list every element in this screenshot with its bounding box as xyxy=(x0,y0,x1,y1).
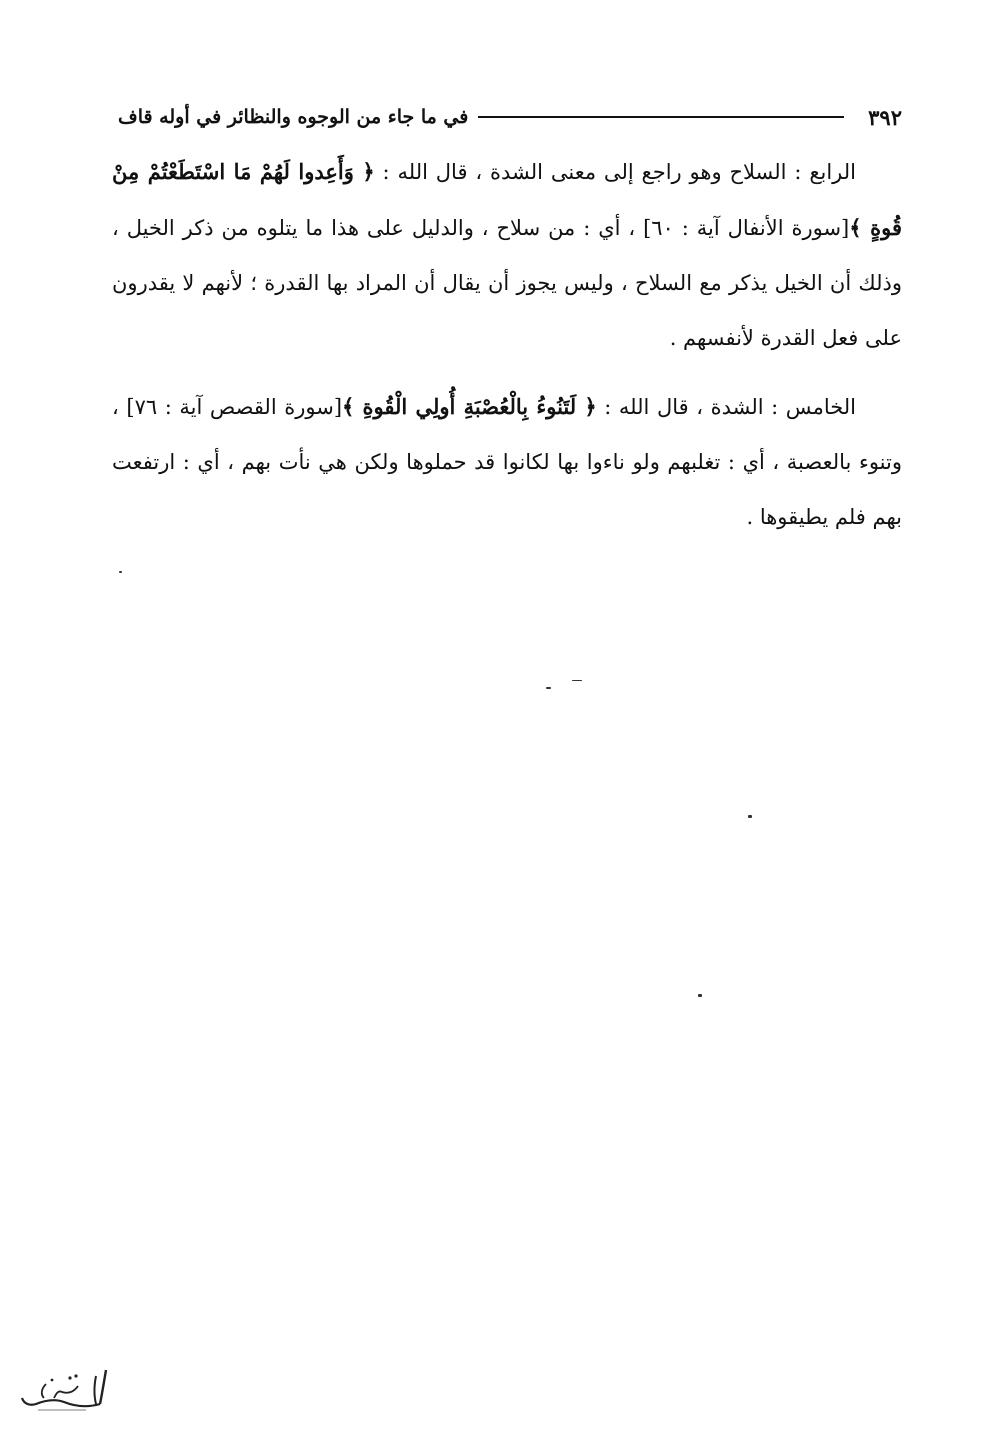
paragraph-intro: الخامس : الشدة ، قال الله : xyxy=(596,395,857,419)
paragraph-fourth-meaning xyxy=(112,144,902,366)
calligraphy-stamp-icon xyxy=(16,1364,112,1414)
library-stamp-logo xyxy=(16,1364,112,1414)
quran-quote: ﴿ لَتَنُوءُ بِالْعُصْبَةِ أُولِي الْقُوةِ ﴾ xyxy=(342,394,597,419)
running-header xyxy=(118,100,902,134)
paragraph-fifth-meaning xyxy=(112,379,902,545)
running-title: في ما جاء من الوجوه والنظائر في أوله قاف xyxy=(118,106,469,128)
paragraph-rest: [سورة القصص آية : ٧٦] ، وتنوء بالعصبة ، أي : تغلبهم ولو ناءوا بها لكانوا قد حملوها ولكن هي نأت بهم ، أي : ارتفعت بهم فلم يطيقوها . xyxy=(112,395,902,529)
scan-speck xyxy=(546,687,551,689)
body-text xyxy=(112,144,902,558)
paragraph-intro: الرابع : السلاح وهو راجع إلى معنى الشدة ، قال الله : xyxy=(374,160,856,184)
scan-speck xyxy=(572,680,582,681)
scan-speck xyxy=(119,571,122,573)
paragraph-rest: [سورة الأنفال آية : ٦٠] ، أي : من سلاح ، والدليل على هذا ما يتلوه من ذكر الخيل ، وذلك أن الخيل يذكر مع السلاح ، وليس يجوز أن يقال أن المراد بها القدرة ؛ لأنهم لا يقدرون على فعل القدرة لأنفسهم . xyxy=(112,216,902,350)
quran-quote: ﴿ وَأَعِدوا لَهُمْ مَا اسْتَطَعْتُمْ مِنْ قُوةٍ ﴾ xyxy=(112,159,902,240)
scan-speck xyxy=(698,994,702,997)
page-number: ٣٩٢ xyxy=(868,104,902,130)
scan-speck xyxy=(748,815,752,818)
header-rule xyxy=(478,116,844,118)
